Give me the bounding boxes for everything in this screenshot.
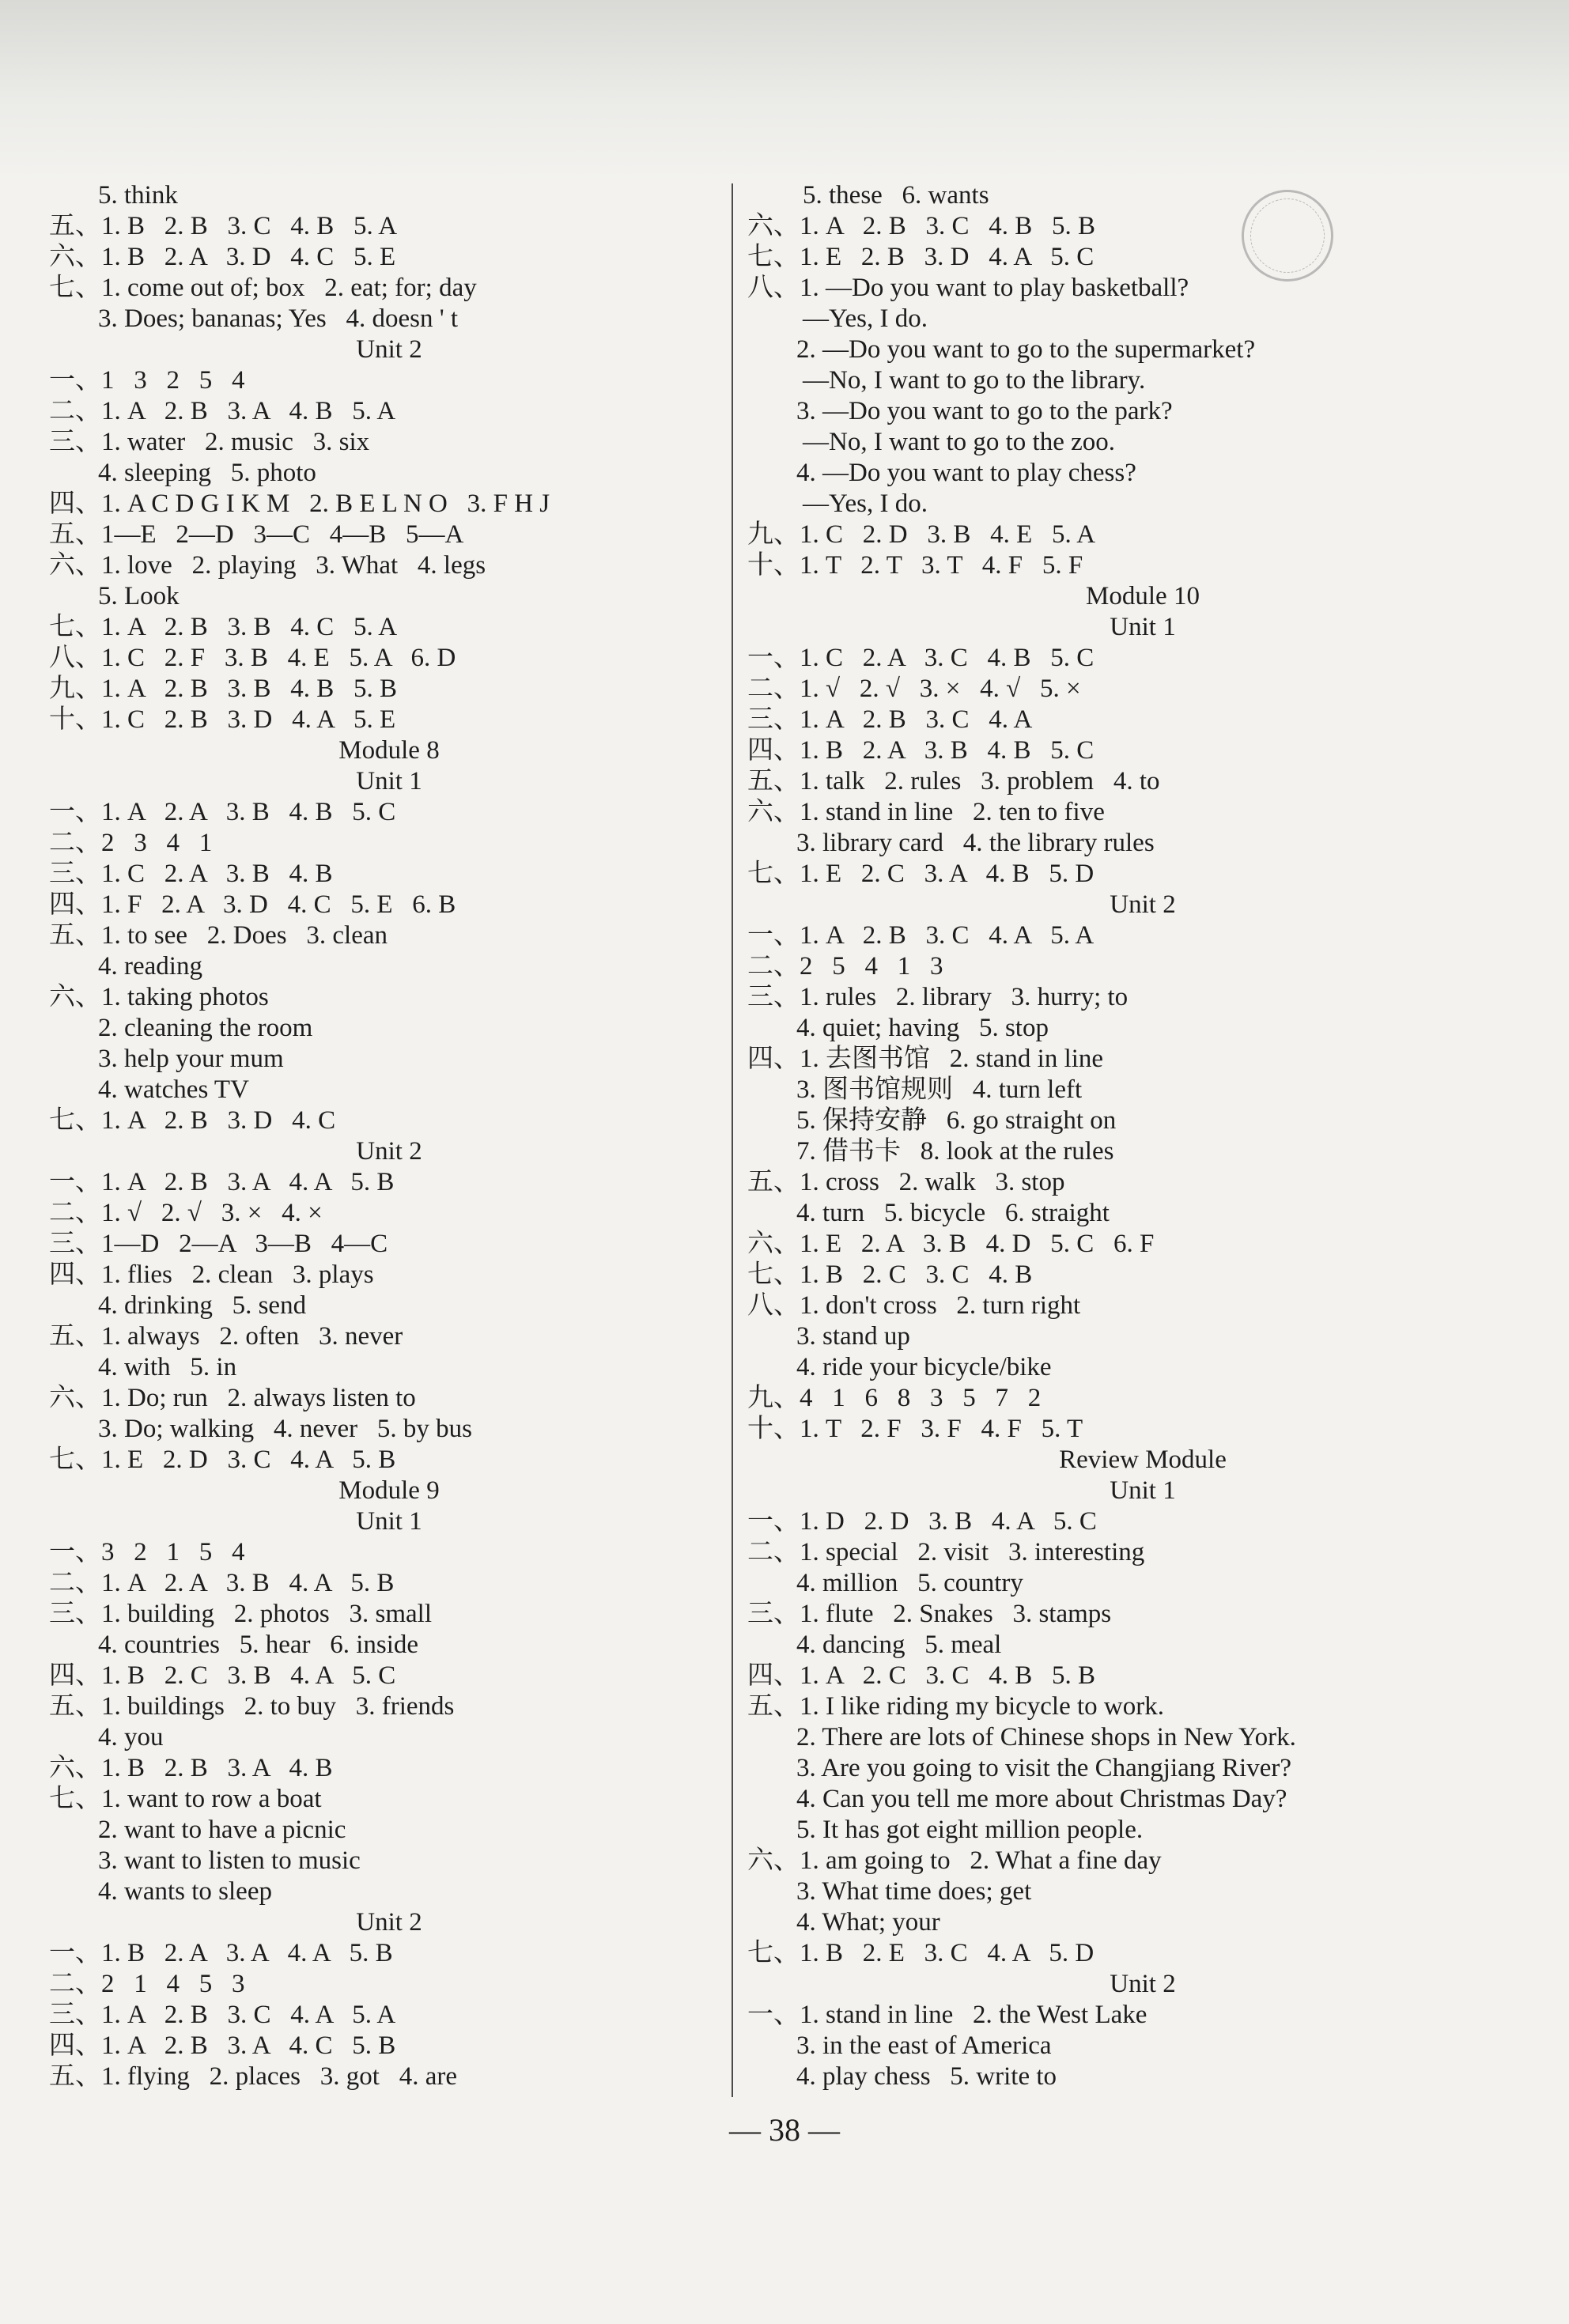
answer-line: 四、1. B 2. C 3. B 4. A 5. C [49, 1661, 396, 1690]
answer-line: 六、1. A 2. B 3. C 4. B 5. B [747, 212, 1096, 240]
answer-line: 2. There are lots of Chinese shops in New York. [796, 1723, 1296, 1752]
answer-line: 七、1. come out of; box 2. eat; for; day [49, 274, 477, 302]
answer-line: 二、2 5 4 1 3 [747, 952, 943, 981]
answer-line: 4. reading [98, 952, 202, 981]
answer-line: 二、1. √ 2. √ 3. × 4. × [49, 1199, 323, 1227]
answer-line: 六、1. B 2. A 3. D 4. C 5. E [49, 243, 396, 271]
answer-line: 十、1. T 2. T 3. T 4. F 5. F [747, 551, 1083, 580]
answer-line: 七、1. B 2. E 3. C 4. A 5. D [747, 1939, 1095, 1967]
answer-line: 一、1. C 2. A 3. C 4. B 5. C [747, 644, 1095, 672]
answer-line: 一、1. A 2. A 3. B 4. B 5. C [49, 798, 396, 826]
answer-line: 2. want to have a picnic [98, 1816, 346, 1844]
answer-line: 二、1. special 2. visit 3. interesting [747, 1538, 1145, 1566]
answer-line: 四、1. B 2. A 3. B 4. B 5. C [747, 736, 1095, 765]
answer-line: 二、1. √ 2. √ 3. × 4. √ 5. × [747, 675, 1081, 703]
answer-line: 2. cleaning the room [98, 1014, 313, 1042]
answer-line: 七、1. B 2. C 3. C 4. B [747, 1260, 1033, 1289]
answer-line: 4. play chess 5. write to [796, 2062, 1057, 2091]
right-answer-column [747, 180, 1538, 2092]
answer-line: 八、1. —Do you want to play basketball? [747, 274, 1189, 302]
answer-line: 5. Look [98, 582, 180, 610]
answer-line: 九、1. A 2. B 3. B 4. B 5. B [49, 675, 398, 703]
answer-line: 5. these 6. wants [803, 181, 989, 210]
answer-line: 六、1. am going to 2. What a fine day [747, 1846, 1162, 1875]
page-number: — 38 — [729, 2112, 840, 2148]
section-heading: Review Module [1059, 1445, 1227, 1474]
answer-line: 3. in the east of America [796, 2031, 1052, 2060]
answer-line: 二、1. A 2. B 3. A 4. B 5. A [49, 397, 396, 425]
answer-line: 二、2 3 4 1 [49, 829, 213, 857]
answer-line: 4. million 5. country [796, 1569, 1023, 1597]
answer-line: 四、1. A 2. B 3. A 4. C 5. B [49, 2031, 396, 2060]
answer-line: 九、4 1 6 8 3 5 7 2 [747, 1384, 1042, 1412]
section-heading: Unit 1 [1110, 613, 1176, 641]
answer-line: 九、1. C 2. D 3. B 4. E 5. A [747, 520, 1096, 549]
answer-line: 五、1. to see 2. Does 3. clean [49, 921, 388, 950]
section-heading: Unit 2 [356, 335, 422, 364]
answer-line: 4. Can you tell me more about Christmas Day? [796, 1785, 1287, 1813]
answer-line: 4. sleeping 5. photo [98, 459, 316, 487]
answer-line: 2. —Do you want to go to the supermarket? [796, 335, 1256, 364]
answer-line: 八、1. don't cross 2. turn right [747, 1291, 1081, 1320]
column-divider [732, 183, 733, 2097]
answer-line: 七、1. E 2. D 3. C 4. A 5. B [49, 1445, 396, 1474]
answer-line: 四、1. A C D G I K M 2. B E L N O 3. F H J [49, 489, 550, 518]
answer-line: 五、1. flying 2. places 3. got 4. are [49, 2062, 457, 2091]
section-heading: Unit 1 [356, 767, 422, 795]
answer-line: 二、1. A 2. A 3. B 4. A 5. B [49, 1569, 395, 1597]
answer-line: 4. dancing 5. meal [796, 1631, 1002, 1659]
answer-line: 4. What; your [796, 1908, 940, 1937]
answer-line: 一、1. A 2. B 3. C 4. A 5. A [747, 921, 1095, 950]
answer-line: 3. Do; walking 4. never 5. by bus [98, 1415, 472, 1443]
answer-line: 三、1. C 2. A 3. B 4. B [49, 860, 333, 888]
answer-line: 5. It has got eight million people. [796, 1816, 1144, 1844]
answer-line: —Yes, I do. [803, 304, 928, 333]
section-heading: Unit 1 [356, 1507, 422, 1536]
section-heading: Module 9 [338, 1476, 440, 1505]
answer-line: 七、1. E 2. B 3. D 4. A 5. C [747, 243, 1095, 271]
answer-line: 5. think [98, 181, 178, 210]
answer-line: 一、1. B 2. A 3. A 4. A 5. B [49, 1939, 393, 1967]
answer-line: 八、1. C 2. F 3. B 4. E 5. A 6. D [49, 644, 456, 672]
answer-line: 3. What time does; get [796, 1877, 1032, 1906]
answer-line: —No, I want to go to the library. [803, 366, 1146, 395]
answer-line: 一、1. D 2. D 3. B 4. A 5. C [747, 1507, 1097, 1536]
answer-line: 3. Does; bananas; Yes 4. doesn ' t [98, 304, 459, 333]
answer-line: 一、3 2 1 5 4 [49, 1538, 245, 1566]
section-heading: Unit 2 [356, 1908, 422, 1937]
answer-line: 3. help your mum [98, 1045, 284, 1073]
answer-line: 7. 借书卡 8. look at the rules [796, 1137, 1114, 1166]
answer-line: 一、1 3 2 5 4 [49, 366, 245, 395]
answer-line: 4. drinking 5. send [98, 1291, 307, 1320]
answer-line: 四、1. A 2. C 3. C 4. B 5. B [747, 1661, 1096, 1690]
answer-line: 六、1. E 2. A 3. B 4. D 5. C 6. F [747, 1230, 1155, 1258]
answer-line: 三、1—D 2—A 3—B 4—C [49, 1230, 388, 1258]
section-heading: Module 8 [338, 736, 440, 765]
answer-line: 四、1. F 2. A 3. D 4. C 5. E 6. B [49, 890, 456, 919]
answer-line: 六、1. B 2. B 3. A 4. B [49, 1754, 333, 1782]
answer-line: 一、1. A 2. B 3. A 4. A 5. B [49, 1168, 395, 1196]
answer-line: 4. with 5. in [98, 1353, 237, 1381]
answer-line: 三、1. A 2. B 3. C 4. A [747, 705, 1033, 734]
answer-line: 六、1. taking photos [49, 983, 269, 1011]
answer-line: 六、1. Do; run 2. always listen to [49, 1384, 416, 1412]
answer-line: 五、1. always 2. often 3. never [49, 1322, 403, 1351]
answer-line: 五、1. buildings 2. to buy 3. friends [49, 1692, 455, 1721]
answer-line: 五、1. B 2. B 3. C 4. B 5. A [49, 212, 398, 240]
answer-line: 一、1. stand in line 2. the West Lake [747, 2001, 1147, 2029]
answer-line: 七、1. A 2. B 3. B 4. C 5. A [49, 613, 398, 641]
answer-line: 三、1. rules 2. library 3. hurry; to [747, 983, 1129, 1011]
answer-line: 4. countries 5. hear 6. inside [98, 1631, 419, 1659]
section-heading: Unit 2 [1110, 890, 1176, 919]
answer-line: 4. you [98, 1723, 164, 1752]
answer-line: 五、1. talk 2. rules 3. problem 4. to [747, 767, 1160, 795]
answer-line: 3. library card 4. the library rules [796, 829, 1155, 857]
answer-line: 五、1. cross 2. walk 3. stop [747, 1168, 1065, 1196]
answer-line: 十、1. T 2. F 3. F 4. F 5. T [747, 1415, 1083, 1443]
section-heading: Unit 1 [1110, 1476, 1176, 1505]
scan-header-shadow [0, 0, 1569, 182]
answer-line: 三、1. A 2. B 3. C 4. A 5. A [49, 2001, 396, 2029]
answer-line: 4. turn 5. bicycle 6. straight [796, 1199, 1110, 1227]
answer-line: 七、1. E 2. C 3. A 4. B 5. D [747, 860, 1095, 888]
answer-line: 四、1. 去图书馆 2. stand in line [747, 1045, 1104, 1073]
answer-line: 3. want to listen to music [98, 1846, 361, 1875]
section-heading: Unit 2 [356, 1137, 422, 1166]
answer-line: 3. Are you going to visit the Changjiang River? [796, 1754, 1292, 1782]
answer-line: 七、1. want to row a boat [49, 1785, 322, 1813]
answer-line: 三、1. building 2. photos 3. small [49, 1600, 433, 1628]
answer-line: 六、1. love 2. playing 3. What 4. legs [49, 551, 486, 580]
answer-line: 3. 图书馆规则 4. turn left [796, 1075, 1083, 1104]
answer-line: 4. —Do you want to play chess? [796, 459, 1136, 487]
answer-line: 七、1. A 2. B 3. D 4. C [49, 1106, 336, 1135]
answer-line: —Yes, I do. [803, 489, 928, 518]
answer-line: 三、1. flute 2. Snakes 3. stamps [747, 1600, 1112, 1628]
answer-line: 三、1. water 2. music 3. six [49, 428, 370, 456]
left-answer-column [49, 180, 729, 2092]
answer-line: 3. stand up [796, 1322, 910, 1351]
answer-line: 4. watches TV [98, 1075, 249, 1104]
answer-line: 二、2 1 4 5 3 [49, 1970, 245, 1998]
answer-line: 4. wants to sleep [98, 1877, 272, 1906]
answer-line: 十、1. C 2. B 3. D 4. A 5. E [49, 705, 396, 734]
answer-line: 五、1. I like riding my bicycle to work. [747, 1692, 1164, 1721]
answer-line: 4. ride your bicycle/bike [796, 1353, 1052, 1381]
section-heading: Unit 2 [1110, 1970, 1176, 1998]
answer-line: 四、1. flies 2. clean 3. plays [49, 1260, 374, 1289]
answer-line: 3. —Do you want to go to the park? [796, 397, 1173, 425]
answer-line: 六、1. stand in line 2. ten to five [747, 798, 1105, 826]
answer-line: 4. quiet; having 5. stop [796, 1014, 1049, 1042]
answer-line: 5. 保持安静 6. go straight on [796, 1106, 1117, 1135]
answer-line: 五、1—E 2—D 3—C 4—B 5—A [49, 520, 464, 549]
section-heading: Module 10 [1086, 582, 1200, 610]
answer-line: —No, I want to go to the zoo. [803, 428, 1116, 456]
